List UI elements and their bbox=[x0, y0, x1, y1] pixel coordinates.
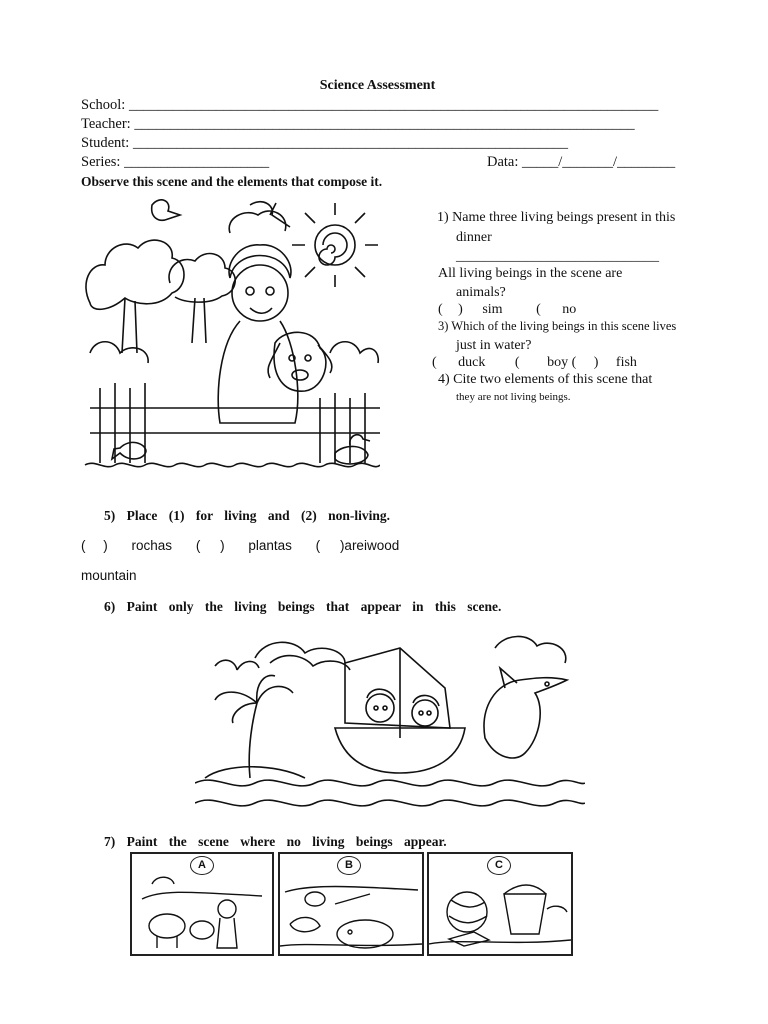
panel-c[interactable] bbox=[427, 852, 573, 956]
teacher-label: Teacher: bbox=[81, 116, 131, 132]
panel-c-badge: C bbox=[487, 856, 511, 875]
q5-option-plantas: plantas bbox=[248, 538, 292, 553]
q5-option-mountain: mountain bbox=[81, 568, 137, 583]
q1-answer-line[interactable]: _____________________________ bbox=[456, 249, 659, 264]
intro-instruction: Observe this scene and the elements that compose it. bbox=[81, 174, 383, 189]
student-line: ____________________________________________________________ bbox=[132, 135, 568, 151]
school-line: _________________________________________________________________________ bbox=[128, 97, 659, 113]
series-field[interactable] bbox=[81, 154, 269, 171]
q5-paren-open-2: ( bbox=[195, 538, 201, 553]
panel-b-badge: B bbox=[337, 856, 361, 875]
q5-option-rochas: rochas bbox=[131, 538, 173, 553]
q3-paren-open-1: ( bbox=[432, 355, 437, 370]
q3-option-fish: fish bbox=[615, 355, 637, 370]
student-label: Student: bbox=[81, 135, 130, 151]
boat-scene-illustration bbox=[195, 628, 585, 820]
series-line: ____________________ bbox=[124, 154, 270, 170]
q5-options[interactable] bbox=[81, 538, 399, 553]
q2-paren-open-2: ( bbox=[536, 302, 541, 317]
q5-option-areia-wood: )areiwood bbox=[339, 538, 400, 553]
panel-a[interactable] bbox=[130, 852, 274, 956]
q2-option-no: no bbox=[562, 302, 577, 317]
q2-text-line1: All living beings in the scene are bbox=[438, 266, 623, 281]
series-label: Series: bbox=[81, 154, 121, 170]
q3-text-line2: just in water? bbox=[456, 338, 532, 353]
q5-text: 5) Place (1) for living and (2) non-living. bbox=[104, 508, 391, 523]
q3-paren-open-3: ( bbox=[571, 355, 577, 370]
panel-a-badge: A bbox=[190, 856, 214, 875]
beach-ball-bucket-icon bbox=[429, 854, 571, 954]
q1-text-line2: dinner bbox=[456, 230, 492, 245]
panel-b[interactable] bbox=[278, 852, 424, 956]
q5-paren-open-3: ( bbox=[315, 538, 321, 553]
q2-options[interactable] bbox=[438, 302, 576, 318]
q3-paren-close-3: ) bbox=[593, 355, 599, 370]
school-label: School: bbox=[81, 97, 126, 113]
q3-option-duck: duck bbox=[458, 355, 486, 370]
q2-paren-open-1: ( bbox=[438, 302, 443, 317]
q5-paren-close-2: ) bbox=[220, 538, 225, 553]
q2-text-line2: animals? bbox=[456, 285, 506, 300]
animals-lake-icon bbox=[280, 854, 422, 954]
q2-paren-close-1: ) bbox=[458, 302, 463, 317]
q3-option-boy: boy bbox=[547, 355, 569, 370]
q2-option-sim: sim bbox=[482, 302, 503, 317]
farm-sheep-icon bbox=[132, 854, 272, 954]
q3-options[interactable] bbox=[432, 355, 637, 371]
q5-paren-close-1: ) bbox=[103, 538, 108, 553]
school-field[interactable] bbox=[81, 97, 658, 114]
q6-text: 6) Paint only the living beings that appear in this scene. bbox=[104, 599, 502, 614]
q5-paren-open-1: ( bbox=[81, 538, 86, 553]
teacher-field[interactable] bbox=[81, 116, 635, 133]
q4-text-line1: 4) Cite two elements of this scene that bbox=[438, 372, 653, 387]
page-title: Science Assessment bbox=[319, 78, 436, 93]
garden-scene-illustration bbox=[80, 193, 380, 483]
q4-text-line2: they are not living beings. bbox=[456, 391, 571, 403]
q3-text-line1: 3) Which of the living beings in this scene lives bbox=[438, 319, 677, 333]
student-field[interactable] bbox=[81, 135, 568, 152]
q1-text-line1: 1) Name three living beings present in this bbox=[437, 210, 676, 225]
teacher-line: _____________________________________________________________________ bbox=[134, 116, 635, 132]
date-field[interactable]: Data: _____/_______/________ bbox=[487, 154, 676, 170]
q7-text: 7) Paint the scene where no living beings appear. bbox=[104, 834, 447, 849]
q3-paren-open-2: ( bbox=[514, 355, 520, 370]
